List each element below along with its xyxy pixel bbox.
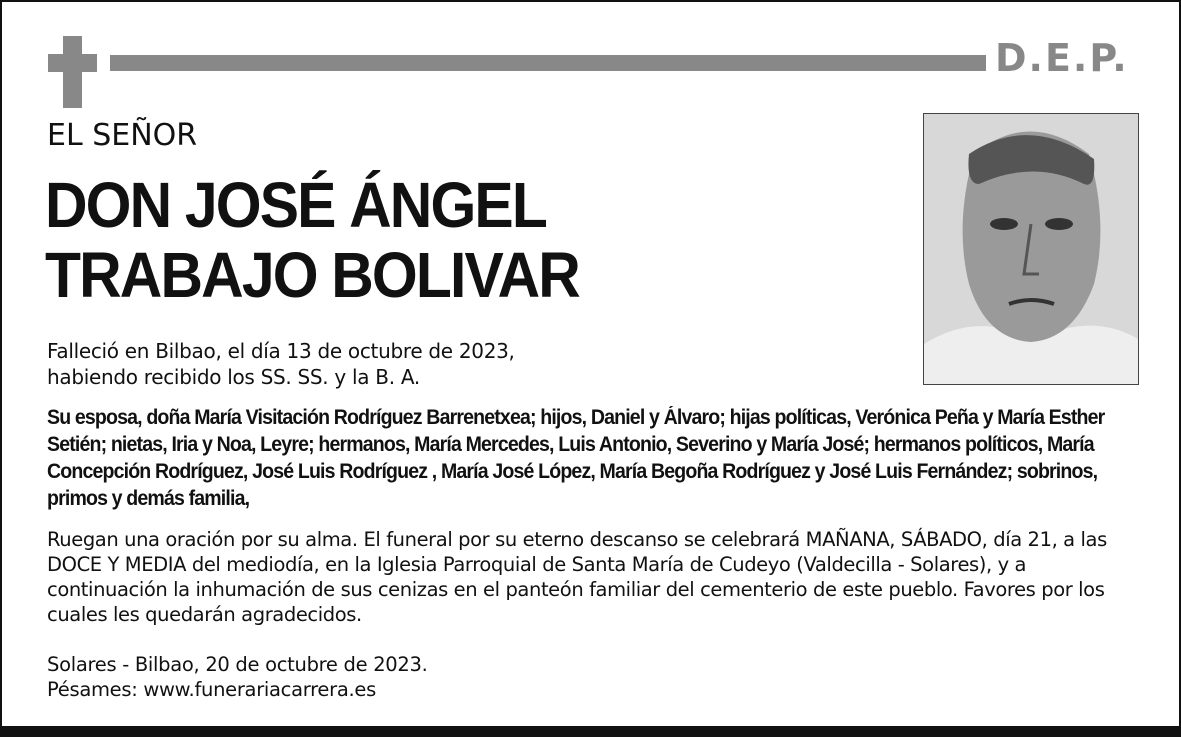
name-line: TRABAJO BOLIVAR: [45, 239, 579, 311]
condolences-link[interactable]: Pésames: www.funerariacarrera.es: [47, 678, 376, 701]
header-rule: [110, 55, 986, 71]
family-paragraph: Su esposa, doña María Visitación Rodríguez Barrenetxea; hijos, Daniel y Álvaro; hijas políticas, Verónica Peña y María Esther Setién; nietas, Iria y Noa, Leyre; hermanos, María Mercedes, Luis Antonio, Severino y María José; hermanos políticos, María Concepción Rodríguez, José Luis Rodríguez , María José López, María Begoña Rodríguez y José Luis Fernández; sobrinos, primos y demás familia,: [47, 406, 1105, 510]
deceased-name: [45, 170, 579, 310]
place-date: Solares - Bilbao, 20 de octubre de 2023.: [47, 653, 428, 676]
dep-badge: D.E.P.: [995, 36, 1129, 80]
portrait-photo: [923, 113, 1139, 385]
name-line: DON JOSÉ ÁNGEL: [45, 169, 546, 241]
death-notice-line: habiendo recibido los SS. SS. y la B. A.: [47, 365, 420, 389]
footer: [47, 652, 428, 702]
title-prefix: EL SEÑOR: [47, 118, 198, 153]
death-notice-line: Falleció en Bilbao, el día 13 de octubre de 2023,: [47, 339, 515, 363]
bottom-rule: [0, 726, 1181, 737]
death-notice: [47, 338, 515, 390]
funeral-paragraph: Ruegan una oración por su alma. El funeral por su eterno descanso se celebrará MAÑANA, SÁBADO, día 21, a las DOCE Y MEDIA del mediodía, en la Iglesia Parroquial de Santa María de Cudeyo (Valdecilla - Solares), y a continuación la inhumación de sus cenizas en el panteón familiar del cementerio de este pueblo. Favores por los cuales les quedarán agradecidos.: [47, 528, 1107, 626]
